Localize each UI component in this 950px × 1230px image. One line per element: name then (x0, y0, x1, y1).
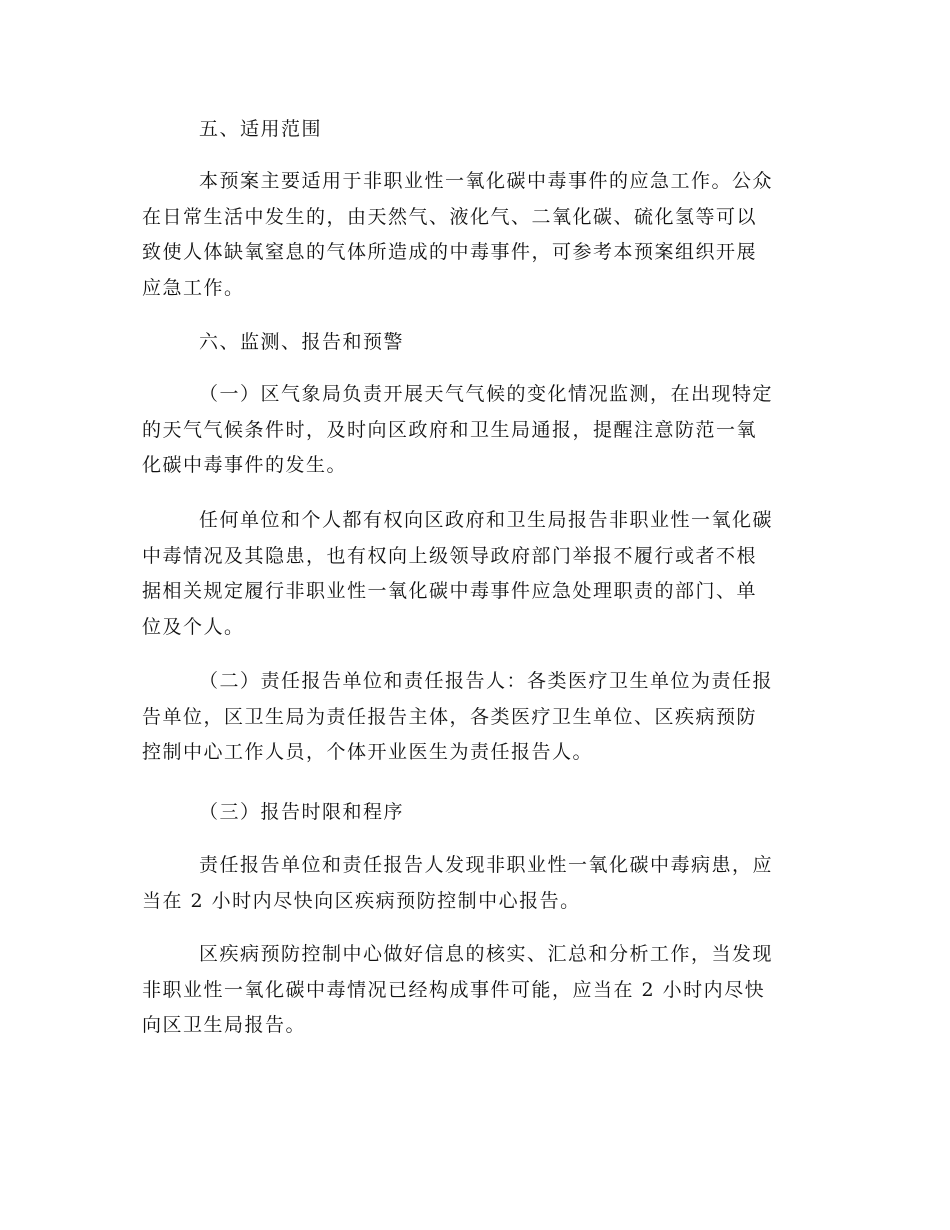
text-line: （三）报告时限和程序 (199, 801, 405, 823)
paragraph-report-right (142, 503, 808, 645)
text-line: 六、监测、报告和预警 (199, 331, 405, 353)
text-line: 的天气气候条件时，及时向区政府和卫生局通报，提醒注意防范一氧 (142, 418, 758, 441)
paragraph-item-3 (142, 795, 808, 831)
text-line: 责任报告单位和责任报告人发现非职业性一氧化碳中毒病患，应 (199, 854, 774, 876)
text-line: 控制中心工作人员，个体开业医生为责任报告人。 (142, 741, 594, 763)
text-line: （一）区气象局负责开展天气气候的变化情况监测，在出现特定 (199, 383, 774, 405)
text-line: 本预案主要适用于非职业性一氧化碳中毒事件的应急工作。公众 (199, 170, 774, 192)
text-line: 化碳中毒事件的发生。 (142, 454, 348, 476)
text-line: 非职业性一氧化碳中毒情况已经构成事件可能，应当在 2 小时内尽快 (142, 978, 766, 1001)
text-line: 应急工作。 (142, 276, 245, 299)
text-line: 位及个人。 (142, 615, 245, 638)
paragraph-report-time (142, 848, 808, 919)
text-line: 五、适用范围 (199, 118, 323, 140)
paragraph-item-1 (142, 377, 808, 484)
paragraph-cdc-report (142, 937, 808, 1044)
text-line: 致使人体缺氧窒息的气体所造成的中毒事件，可参考本预案组织开展 (142, 241, 758, 263)
text-line: 当在 2 小时内尽快向区疾病预防控制中心报告。 (142, 889, 581, 912)
text-line: 告单位，区卫生局为责任报告主体，各类医疗卫生单位、区疾病预防 (142, 705, 758, 728)
section-heading-scope (142, 112, 808, 148)
paragraph-item-2 (142, 664, 808, 771)
section-heading-monitoring (142, 325, 808, 361)
text-line: 区疾病预防控制中心做好信息的核实、汇总和分析工作，当发现 (199, 943, 774, 965)
text-line: 在日常生活中发生的，由天然气、液化气、二氧化碳、硫化氢等可以 (142, 205, 758, 228)
text-line: 任何单位和个人都有权向区政府和卫生局报告非职业性一氧化碳 (199, 509, 774, 531)
text-line: 中毒情况及其隐患，也有权向上级领导政府部门举报不履行或者不根 (142, 544, 758, 567)
text-line: 据相关规定履行非职业性一氧化碳中毒事件应急处理职责的部门、单 (142, 580, 758, 602)
text-line: 向区卫生局报告。 (142, 1014, 307, 1036)
text-line: （二）责任报告单位和责任报告人：各类医疗卫生单位为责任报 (199, 670, 774, 692)
paragraph-scope (142, 164, 808, 306)
